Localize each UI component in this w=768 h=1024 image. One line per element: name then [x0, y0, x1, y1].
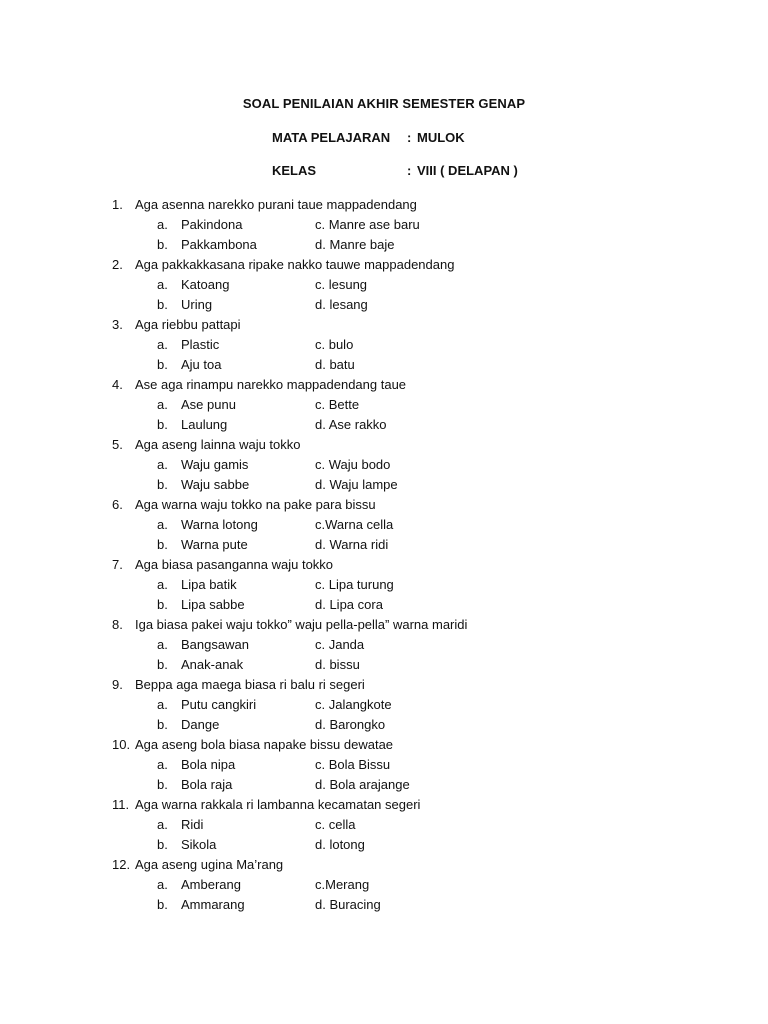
question-item — [0, 255, 768, 315]
question-text: Aga aseng ugina Ma’rang — [135, 857, 284, 872]
option-c: c. Lipa turung — [315, 577, 394, 592]
option-b: Anak-anak — [181, 657, 244, 672]
option-d: d. Buracing — [315, 897, 381, 912]
option-c: c. Janda — [315, 637, 365, 652]
question-text: Aga aseng bola biasa napake bissu dewatae — [135, 737, 394, 752]
option-letter-a: a. — [157, 637, 168, 652]
option-c: c. lesung — [315, 277, 368, 292]
option-a: Katoang — [181, 277, 230, 292]
question-item — [0, 495, 768, 555]
question-line — [0, 315, 768, 335]
question-item — [0, 195, 768, 255]
question-number: 2. — [112, 257, 123, 272]
option-d: d. lesang — [315, 297, 368, 312]
question-number: 7. — [112, 557, 123, 572]
option-letter-a: a. — [157, 277, 168, 292]
question-line — [0, 855, 768, 875]
option-letter-a: a. — [157, 877, 168, 892]
question-text: Aga warna rakkala ri lambanna kecamatan segeri — [135, 797, 421, 812]
question-line — [0, 675, 768, 695]
question-number: 10. — [112, 737, 131, 752]
question-line — [0, 735, 768, 755]
question-text: Aga biasa pasanganna waju tokko — [135, 557, 334, 572]
option-row-ac — [0, 755, 768, 775]
option-row-bd — [0, 535, 768, 555]
option-c: c.Warna cella — [315, 517, 394, 532]
option-letter-b: b. — [157, 837, 168, 852]
question-item — [0, 735, 768, 795]
option-d: d. Ase rakko — [315, 417, 387, 432]
option-a: Ridi — [181, 817, 204, 832]
question-item — [0, 675, 768, 735]
option-b: Lipa sabbe — [181, 597, 245, 612]
option-letter-b: b. — [157, 237, 168, 252]
option-row-ac — [0, 455, 768, 475]
option-row-ac — [0, 875, 768, 895]
option-d: d. Waju lampe — [315, 477, 398, 492]
question-number: 11. — [112, 797, 130, 812]
option-row-ac — [0, 515, 768, 535]
question-number: 6. — [112, 497, 123, 512]
option-c: c. Bola Bissu — [315, 757, 391, 772]
subject-label: MATA PELAJARAN — [272, 130, 391, 145]
option-b: Bola raja — [181, 777, 233, 792]
option-letter-b: b. — [157, 777, 168, 792]
option-b: Warna pute — [181, 537, 248, 552]
question-number: 12. — [112, 857, 131, 872]
question-item — [0, 435, 768, 495]
option-row-bd — [0, 355, 768, 375]
question-line — [0, 615, 768, 635]
option-row-bd — [0, 415, 768, 435]
question-text: Aga asenna narekko purani taue mappadendang — [135, 197, 417, 212]
option-row-bd — [0, 235, 768, 255]
question-item — [0, 615, 768, 675]
option-row-ac — [0, 335, 768, 355]
option-letter-b: b. — [157, 897, 168, 912]
option-row-ac — [0, 275, 768, 295]
option-row-ac — [0, 575, 768, 595]
option-a: Lipa batik — [181, 577, 237, 592]
option-b: Uring — [181, 297, 213, 312]
option-c: c.Merang — [315, 877, 370, 892]
option-c: c. bulo — [315, 337, 354, 352]
subject-colon: : — [407, 130, 412, 145]
option-a: Warna lotong — [181, 517, 258, 532]
option-d: d. Barongko — [315, 717, 386, 732]
option-c: c. Waju bodo — [315, 457, 391, 472]
option-a: Bangsawan — [181, 637, 249, 652]
question-text: Aga riebbu pattapi — [135, 317, 241, 332]
option-letter-a: a. — [157, 697, 168, 712]
option-d: d. Warna ridi — [315, 537, 389, 552]
option-letter-a: a. — [157, 757, 168, 772]
question-item — [0, 795, 768, 855]
option-row-ac — [0, 635, 768, 655]
option-letter-b: b. — [157, 537, 168, 552]
question-line — [0, 555, 768, 575]
option-b: Dange — [181, 717, 220, 732]
option-c: c. Jalangkote — [315, 697, 392, 712]
option-a: Amberang — [181, 877, 241, 892]
class-label: KELAS — [272, 163, 317, 178]
option-a: Pakindona — [181, 217, 243, 232]
option-b: Ammarang — [181, 897, 245, 912]
question-text: Aga pakkakkasana ripake nakko tauwe mappadendang — [135, 257, 455, 272]
question-text: Beppa aga maega biasa ri balu ri segeri — [135, 677, 365, 692]
question-line — [0, 255, 768, 275]
question-text: Aga warna waju tokko na pake para bissu — [135, 497, 376, 512]
question-list — [0, 195, 768, 915]
question-number: 9. — [112, 677, 123, 692]
option-letter-a: a. — [157, 577, 168, 592]
option-letter-b: b. — [157, 717, 168, 732]
option-d: d. bissu — [315, 657, 360, 672]
option-b: Waju sabbe — [181, 477, 250, 492]
option-b: Sikola — [181, 837, 217, 852]
question-text: Ase aga rinampu narekko mappadendang taue — [135, 377, 407, 392]
option-letter-b: b. — [157, 297, 168, 312]
option-a: Bola nipa — [181, 757, 236, 772]
option-letter-a: a. — [157, 517, 168, 532]
option-row-bd — [0, 655, 768, 675]
class-value: VIII ( DELAPAN ) — [417, 163, 518, 178]
option-row-bd — [0, 835, 768, 855]
option-row-ac — [0, 215, 768, 235]
option-letter-b: b. — [157, 417, 168, 432]
option-row-bd — [0, 295, 768, 315]
option-row-ac — [0, 695, 768, 715]
option-row-bd — [0, 895, 768, 915]
option-c: c. Manre ase baru — [315, 217, 420, 232]
option-a: Plastic — [181, 337, 220, 352]
option-b: Pakkambona — [181, 237, 257, 252]
option-letter-a: a. — [157, 337, 168, 352]
option-row-ac — [0, 815, 768, 835]
question-number: 8. — [112, 617, 123, 632]
option-a: Putu cangkiri — [181, 697, 257, 712]
question-number: 5. — [112, 437, 123, 452]
option-letter-a: a. — [157, 457, 168, 472]
option-d: d. batu — [315, 357, 355, 372]
option-row-ac — [0, 395, 768, 415]
question-item — [0, 315, 768, 375]
class-colon: : — [407, 163, 412, 178]
question-number: 4. — [112, 377, 123, 392]
option-d: d. lotong — [315, 837, 365, 852]
option-letter-a: a. — [157, 397, 168, 412]
question-text: Aga aseng lainna waju tokko — [135, 437, 301, 452]
option-letter-b: b. — [157, 597, 168, 612]
question-item — [0, 555, 768, 615]
option-b: Aju toa — [181, 357, 222, 372]
question-number: 1. — [112, 197, 123, 212]
option-b: Laulung — [181, 417, 228, 432]
question-text: Iga biasa pakei waju tokko” waju pella-pella” warna maridi — [135, 617, 468, 632]
question-line — [0, 195, 768, 215]
question-item — [0, 855, 768, 915]
question-number: 3. — [112, 317, 123, 332]
question-line — [0, 795, 768, 815]
option-row-bd — [0, 715, 768, 735]
option-c: c. cella — [315, 817, 356, 832]
question-line — [0, 495, 768, 515]
question-line — [0, 435, 768, 455]
option-letter-a: a. — [157, 817, 168, 832]
option-letter-a: a. — [157, 217, 168, 232]
option-row-bd — [0, 595, 768, 615]
question-item — [0, 375, 768, 435]
question-line — [0, 375, 768, 395]
option-a: Ase punu — [181, 397, 236, 412]
option-letter-b: b. — [157, 357, 168, 372]
option-row-bd — [0, 475, 768, 495]
option-letter-b: b. — [157, 657, 168, 672]
option-letter-b: b. — [157, 477, 168, 492]
option-row-bd — [0, 775, 768, 795]
option-c: c. Bette — [315, 397, 360, 412]
option-d: d. Manre baje — [315, 237, 395, 252]
option-a: Waju gamis — [181, 457, 249, 472]
subject-value: MULOK — [417, 130, 465, 145]
page-title: SOAL PENILAIAN AKHIR SEMESTER GENAP — [242, 96, 526, 111]
option-d: d. Bola arajange — [315, 777, 410, 792]
option-d: d. Lipa cora — [315, 597, 383, 612]
